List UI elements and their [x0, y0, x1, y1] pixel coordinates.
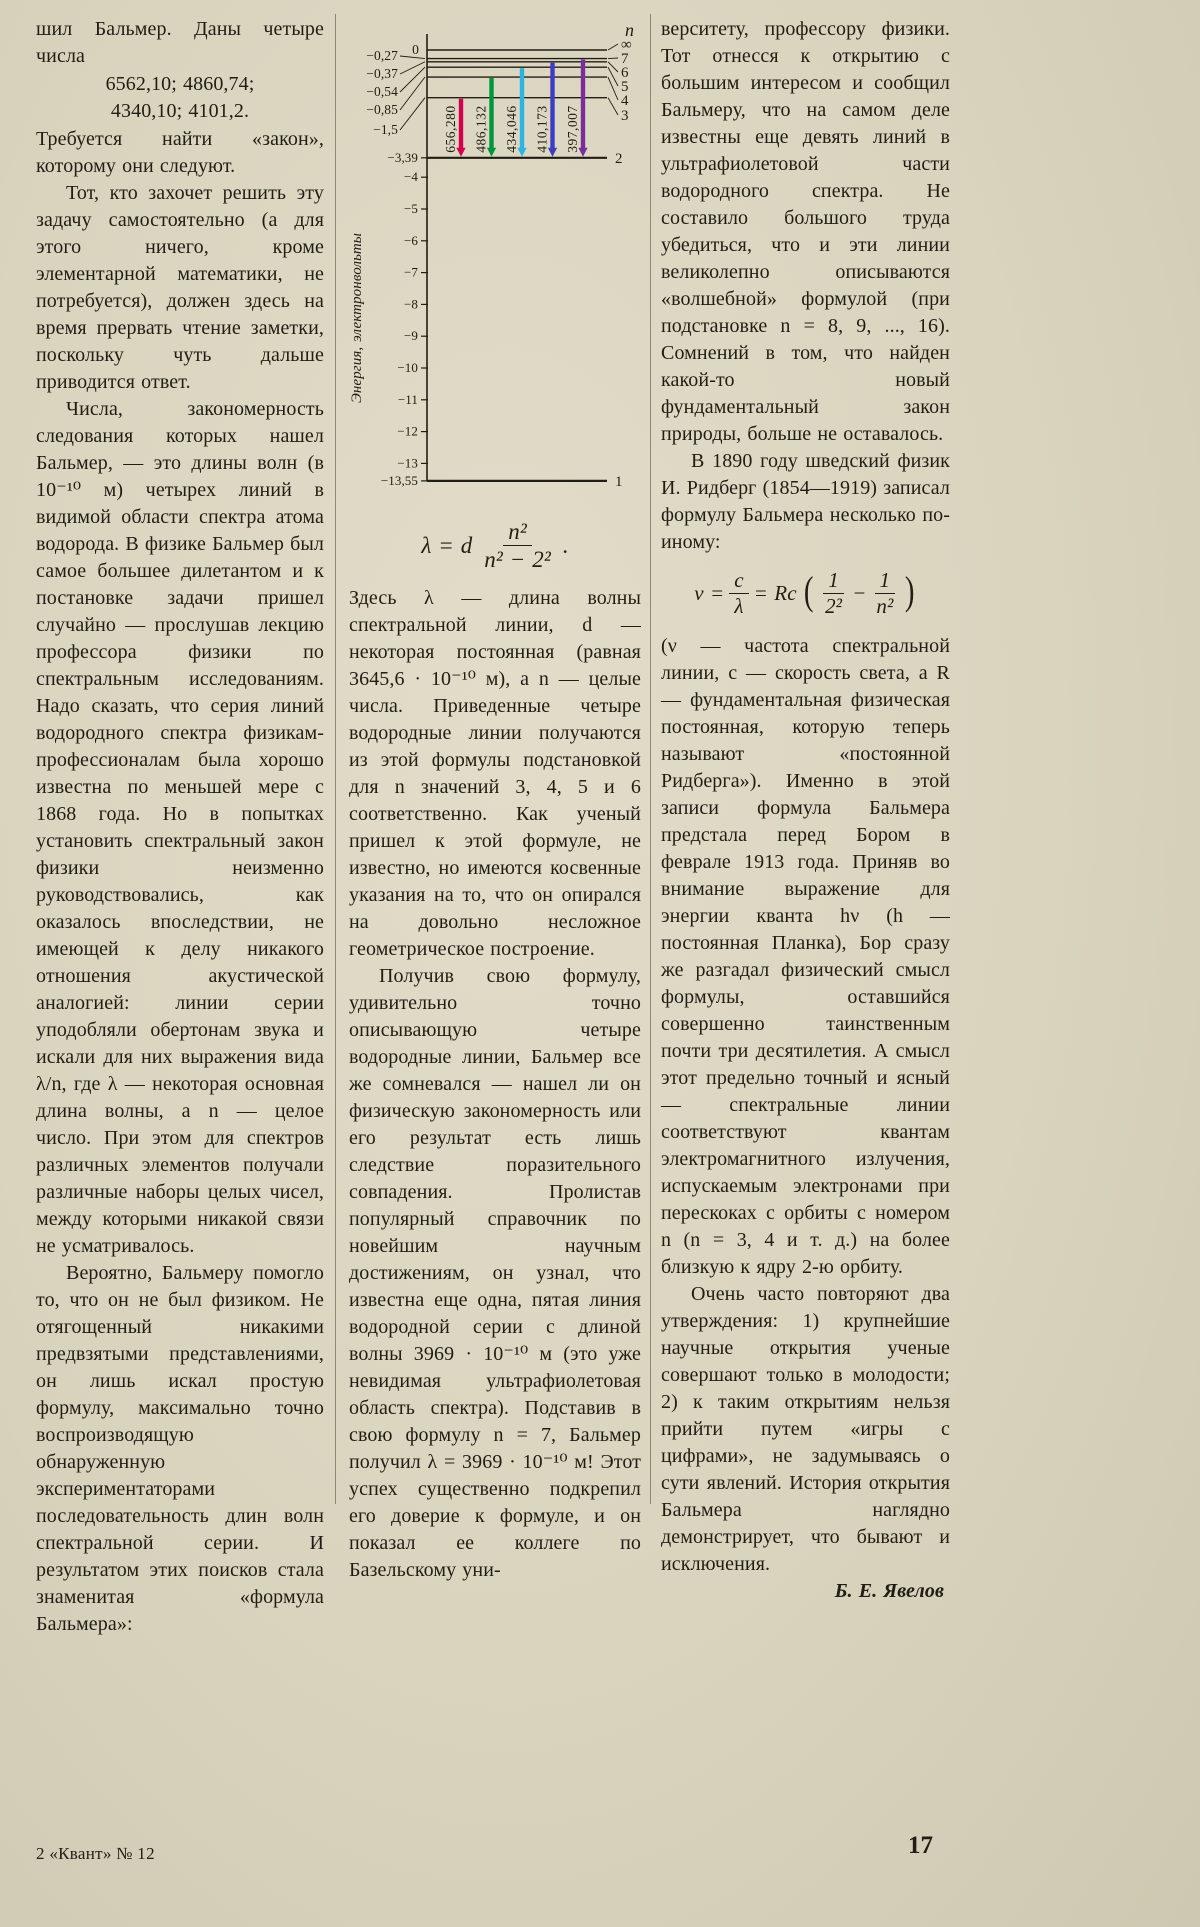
tick-label: −13,55 — [380, 472, 418, 488]
author-byline: Б. Е. Явелов — [834, 1579, 944, 1602]
fraction — [871, 568, 898, 619]
tick-label: −3,39 — [387, 149, 418, 165]
numbers-line: 6562,10; 4860,74; — [105, 73, 255, 95]
paragraph: В 1890 году шведский физик И. Ридберг (1854—1919) записал формулу Бальмера несколько по-иному: — [661, 450, 950, 553]
balmer-formula — [349, 518, 641, 573]
wavelength-numbers — [36, 71, 324, 125]
paragraph: (ν — частота спектральной линии, c — скорость света, а R — фундаментальная физическая постоянная, которую теперь называют «постоянной Ридберга»). Именно в этой записи формула Бальмера предстала перед Бором в феврале 1913 года. Приняв во внимание выражение для энергии кванта hν (h — постоянная Планка), Бор сразу же разгадал физический смысл формулы, оставшийся совершенно таинственным почти три десятилетия. А смысл этот предельно точный и ясный — спектральные линии соответствуют квантам электромагнитного излучения, испускаемым электронами при перескоках с орбиты с номером n (n = 3, 4 и т. д.) на более близкую к ядру 2-ю орбиту. — [661, 634, 950, 1278]
paragraph: Тот, кто захочет решить эту задачу самостоятельно (а для этого ничего, кроме элементарной математики, не потребуется), должен здесь на время прервать чтение заметки, поскольку чуть дальше приводится ответ. — [36, 182, 324, 393]
fraction-denominator: λ — [734, 593, 744, 618]
tick-label: −1,5 — [373, 122, 398, 137]
tick-label: −0,85 — [366, 102, 398, 117]
rydberg-formula: ν = $\frac{c}{\lambda}$ = Rc ( $\frac{1}{\text{2²}}$ − $\frac{1}{\text{n²}}$ ) — [694, 568, 915, 618]
tick-label: −0,54 — [366, 84, 398, 99]
fraction-numerator: 1 — [823, 568, 844, 594]
level-label-leader — [608, 44, 618, 50]
tick-label: −11 — [397, 391, 418, 407]
wavelength-label: 410,173 — [534, 105, 550, 153]
column-divider — [335, 14, 336, 1504]
tick-label: −13 — [397, 455, 418, 471]
fraction — [479, 518, 556, 573]
n-axis-label: n — [625, 20, 635, 40]
middle-column — [349, 8, 641, 1584]
axis-title: Энергия, электронвольты — [349, 232, 365, 404]
fraction — [729, 568, 748, 619]
numbers-line: 4340,10; 4101,2. — [110, 100, 250, 122]
paragraph: Вероятно, Бальмеру помогло то, что он не был физиком. Не отягощенный никакими предвзятыми представлениями, он лишь искал простую формулу, максимально точно воспроизводящую обнаруженную экспериментаторами последовательность длин волн спектральной серии. И результатом этих поисков стала знаменитая «формула Бальмера»: — [36, 1262, 324, 1635]
level-number-label: 3 — [621, 108, 629, 124]
level-number-label: 6 — [621, 65, 629, 81]
tick-label: −4 — [403, 169, 418, 185]
tick-label: −12 — [397, 423, 418, 439]
level-label-leader — [608, 98, 618, 115]
formula-lhs: ν = — [694, 580, 725, 605]
paragraph: Очень часто повторяют два утверждения: 1) крупнейшие научные открытия ученые совершают только в молодости; 2) к таким открытиям нельзя прийти путем «игры с цифрами», не задумываясь о сути явлений. История открытия Бальмера наглядно демонстрирует, что бывают и исключения. — [661, 1282, 950, 1575]
level-number-label: 1 — [615, 473, 623, 490]
energy-level-diagram — [349, 8, 639, 508]
tick-leader — [400, 77, 425, 110]
paragraph: шил Бальмер. Даны четыре числа — [36, 18, 324, 67]
paragraph: Здесь λ — длина волны спектральной линии, d — некоторая постоянная (равная 3645,6 · 10⁻¹⁰ м), а n — целые числа. Приведенные четыре водородные линии получаются из этой формулы подстановкой для n значений 3, 4, 5 и 6 соответственно. Как ученый пришел к этой формуле, не известно, но имеются косвенные указания на то, что он опирался на довольно несложное геометрическое построение. — [349, 587, 641, 961]
paragraph: верситету, профессору физики. Тот отнесся к открытию с большим интересом и сообщил Бальмеру, что на самом деле известны еще девять линий в ультрафиолетовой части водородного спектра. Не составило большого труда убедиться, что и эти линии великолепно описываются «волшебной» формулой (при подстановке n = 8, 9, ..., 16). Сомнений в том, что найден какой-то новый фундаментальный закон природы, больше не оставалось. — [661, 18, 950, 445]
tick-label: −10 — [397, 360, 418, 375]
paragraph: Числа, закономерность следования которых нашел Бальмер, — это длины волн (в 10⁻¹⁰ м) четырех линий в видимой области спектра атома водорода. В физике Бальмер был самое большее дилетантом и к постановке задачи пришел случайно — прослушав лекцию профессора физики по спектральным исследованиям. Надо сказать, что серия линий водородного спектра физикам-профессионалам была хорошо известна по меньшей мере с 1868 года. Но в попытках установить спектральный закон физики неизменно руководствовались, как оказалось впоследствии, не имеющей к делу никакого отношения акустической аналогией: линии серии уподобляли обертонам звука и искали для них выражения вида λ/n, где λ — некоторая основная длина волны, а n — целое число. При этом для спектров различных элементов получали различные наборы целых чисел, между которыми никакой связи не усматривалось. — [36, 398, 324, 1257]
fraction-numerator: c — [729, 568, 748, 594]
fraction-denominator: n² − 2² — [484, 547, 551, 573]
tick-label: −0,37 — [366, 66, 398, 81]
wavelength-label: 486,132 — [473, 105, 489, 153]
wavelength-label: 656,280 — [443, 105, 458, 153]
left-column — [36, 16, 324, 1638]
level-label-leader — [608, 58, 618, 59]
level-number-label: 4 — [621, 93, 629, 109]
minus-sign: − — [852, 580, 867, 605]
paragraph: Требуется найти «закон», которому они следуют. — [36, 128, 324, 177]
level-number-label: ∞ — [621, 37, 632, 53]
tick-label: −9 — [403, 328, 418, 344]
wavelength-label: 434,046 — [504, 105, 519, 153]
footer-imprint: 2 «Квант» № 12 — [36, 1844, 155, 1863]
tick-label: −6 — [403, 232, 418, 248]
level-number-label: 7 — [621, 51, 629, 67]
fraction-numerator: 1 — [875, 568, 896, 594]
formula-end: . — [562, 533, 569, 559]
formula-lhs: λ = d — [421, 533, 473, 559]
paragraph: Получив свою формулу, удивительно точно описывающую четыре водородные линии, Бальмер все же сомневался — нашел ли он физическую закономерность или его результат есть лишь следствие поразительного совпадения. Пролистав популярный справочник по новейшим научным достижениям, он узнал, что известна еще одна, пятая линия водородной серии с длиной волны 3969 · 10⁻¹⁰ м (это уже невидимая ультрафиолетовая область спектра). Подставив в свою формулу n = 7, Бальмер получил λ = 3969 · 10⁻¹⁰ м! Этот успех существенно подкрепил его доверие к формуле, и он показал ее коллеге по Базельскому уни- — [349, 965, 641, 1582]
level-number-label: 5 — [621, 79, 629, 95]
fraction-denominator: 2² — [825, 593, 843, 618]
fraction — [820, 568, 847, 619]
fraction-denominator: n² — [876, 593, 894, 618]
tick-leader — [400, 98, 425, 130]
level-label-leader — [608, 77, 618, 100]
formula-mid: = Rc — [753, 580, 797, 605]
wavelength-label: 397,007 — [565, 105, 580, 153]
fraction-numerator: n² — [503, 518, 532, 546]
tick-leader — [400, 62, 425, 74]
page-number: 17 — [908, 1832, 933, 1859]
right-column — [661, 16, 950, 1605]
tick-label: −7 — [403, 264, 418, 280]
tick-leader — [400, 67, 425, 92]
tick-label: −8 — [403, 296, 418, 312]
tick-label: −0,27 — [366, 48, 398, 63]
tick-label: 0 — [412, 42, 419, 57]
tick-label: −5 — [403, 201, 418, 216]
level-number-label: 2 — [615, 150, 623, 167]
column-divider — [650, 14, 651, 1504]
